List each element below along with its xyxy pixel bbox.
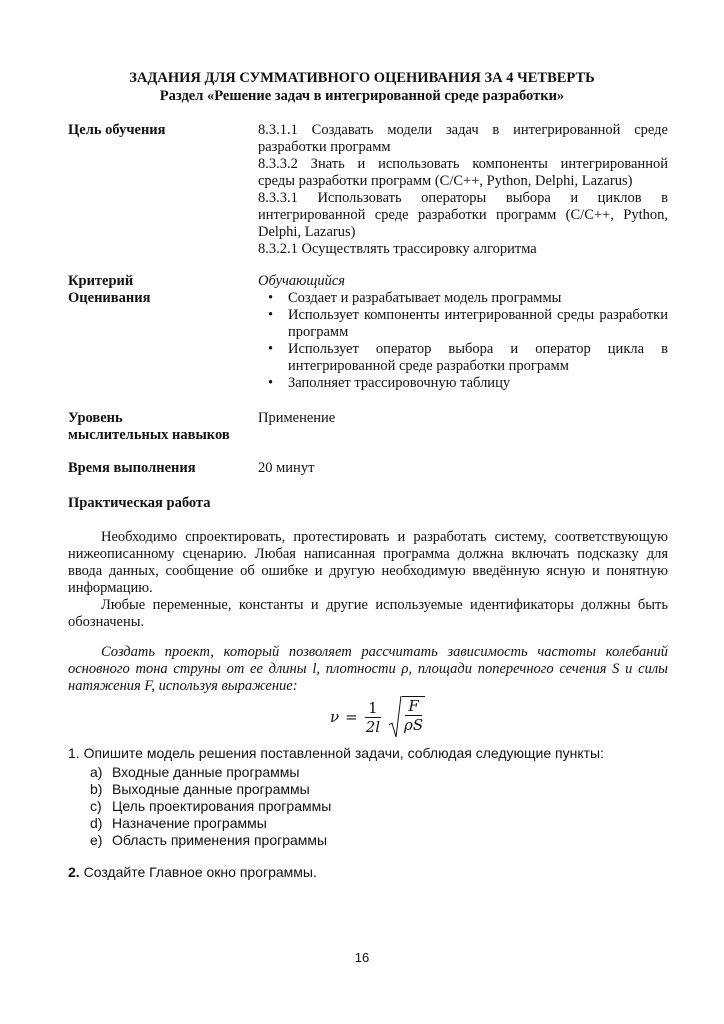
list-marker: e) xyxy=(90,832,103,848)
page-title: ЗАДАНИЯ ДЛЯ СУММАТИВНОГО ОЦЕНИВАНИЯ ЗА 4 ЧЕТВЕРТЬ xyxy=(129,70,595,86)
formula-radicand-denominator: ρS xyxy=(404,716,424,734)
practical-paragraph-1: Необходимо спроектировать, протестировать и разработать систему, соответствующую нижеописанному сценарию. Любая написанная программа должна включать подсказку для ввода данных, сообщение об ошибке и другую необходимую введённую ясную и понятную информацию. xyxy=(68,529,668,596)
formula-numerator: 1 xyxy=(365,699,381,718)
goal-line: 8.3.2.1 Осуществлять трассировку алгоритма xyxy=(258,241,537,257)
list-item xyxy=(90,815,650,832)
formula-denominator: 2l xyxy=(365,717,381,736)
formula-radical xyxy=(388,695,425,739)
list-item-text: Входные данные программы xyxy=(112,764,300,780)
bullet-icon: • xyxy=(268,290,274,306)
criteria-label-line: Оценивания xyxy=(68,290,151,306)
formula-equals: = xyxy=(345,708,358,726)
goal-line: 8.3.3.2 Знать и использовать компоненты интегрированной xyxy=(258,156,668,172)
list-marker: a) xyxy=(90,764,103,780)
goal-line: 8.3.3.1 Использовать операторы выбора и циклов в xyxy=(258,190,668,206)
goals-text xyxy=(258,122,668,258)
criteria-item xyxy=(258,290,668,307)
formula xyxy=(330,695,425,739)
practical-heading: Практическая работа xyxy=(68,495,211,511)
criteria-item xyxy=(258,307,668,341)
task-statement: Создать проект, который позволяет рассчитать зависимость частоты колебаний основного тона струны от ее длины l, плотности ρ, площади поперечного сечения S и силы натяжения F, используя выражение: xyxy=(68,644,668,694)
level-label-line: Уровень xyxy=(68,410,123,426)
list-item xyxy=(90,798,650,815)
criteria-item xyxy=(258,375,668,392)
bullet-icon: • xyxy=(268,307,274,323)
list-item xyxy=(90,781,650,798)
criteria-label-line: Критерий xyxy=(68,273,134,289)
formula-radicand xyxy=(402,696,425,739)
radical-sign-icon xyxy=(388,695,402,739)
question-2 xyxy=(68,864,317,881)
bullet-icon: • xyxy=(268,341,274,357)
question-1: 1. Опишите модель решения поставленной задачи, соблюдая следующие пункты: xyxy=(68,745,604,761)
list-item-text: Выходные данные программы xyxy=(112,781,310,797)
formula-fraction xyxy=(364,699,382,736)
goal-line: Delphi, Lazarus) xyxy=(258,224,356,240)
criteria-item-text: Создает и разрабатывает модель программы xyxy=(288,290,562,306)
page-subtitle: Раздел «Решение задач в интегрированной среде разработки» xyxy=(159,88,565,104)
list-marker: b) xyxy=(90,781,103,797)
goal-line: интегрированной среде разработки программ (C/C++, Python, xyxy=(258,207,668,223)
criteria-item xyxy=(258,341,668,375)
criteria-item-text: Использует компоненты интегрированной среды разработки программ xyxy=(288,307,668,340)
level-value: Применение xyxy=(258,410,336,426)
goal-line: среды разработки программ (C/C++, Python, Delphi, Lazarus) xyxy=(258,173,633,189)
level-label xyxy=(68,410,230,444)
criteria-label xyxy=(68,273,150,307)
question-2-number: 2. xyxy=(68,864,80,880)
bullet-icon: • xyxy=(268,375,274,391)
formula-lhs: ν xyxy=(330,708,340,726)
criteria-item-text: Заполняет трассировочную таблицу xyxy=(288,375,511,391)
list-marker: d) xyxy=(90,815,103,831)
goal-line: 8.3.1.1 Создавать модели задач в интегрированной среде xyxy=(258,122,668,138)
criteria-block xyxy=(258,273,668,392)
list-item-text: Назначение программы xyxy=(112,815,267,831)
list-marker: c) xyxy=(90,798,102,814)
time-value: 20 минут xyxy=(258,460,315,476)
question-2-text: Создайте Главное окно программы. xyxy=(79,864,317,880)
list-item xyxy=(90,832,650,849)
criteria-item-text: Использует оператор выбора и оператор цикла в интегрированной среде разработки программ xyxy=(288,341,668,374)
list-item-text: Область применения программы xyxy=(112,832,328,848)
time-label: Время выполнения xyxy=(68,460,196,476)
level-label-line: мыслительных навыков xyxy=(68,427,230,443)
question-1-list xyxy=(90,764,650,849)
formula-radicand-numerator: F xyxy=(405,697,421,716)
goals-label: Цель обучения xyxy=(68,122,166,138)
page-number: 16 xyxy=(354,950,370,965)
practical-paragraph-2: Любые переменные, константы и другие используемые идентификаторы должны быть обозначены. xyxy=(68,597,668,630)
criteria-list xyxy=(258,290,668,392)
list-item-text: Цель проектирования программы xyxy=(112,798,332,814)
goal-line: разработки программ xyxy=(258,139,391,155)
criteria-intro: Обучающийся xyxy=(258,273,346,289)
list-item xyxy=(90,764,650,781)
